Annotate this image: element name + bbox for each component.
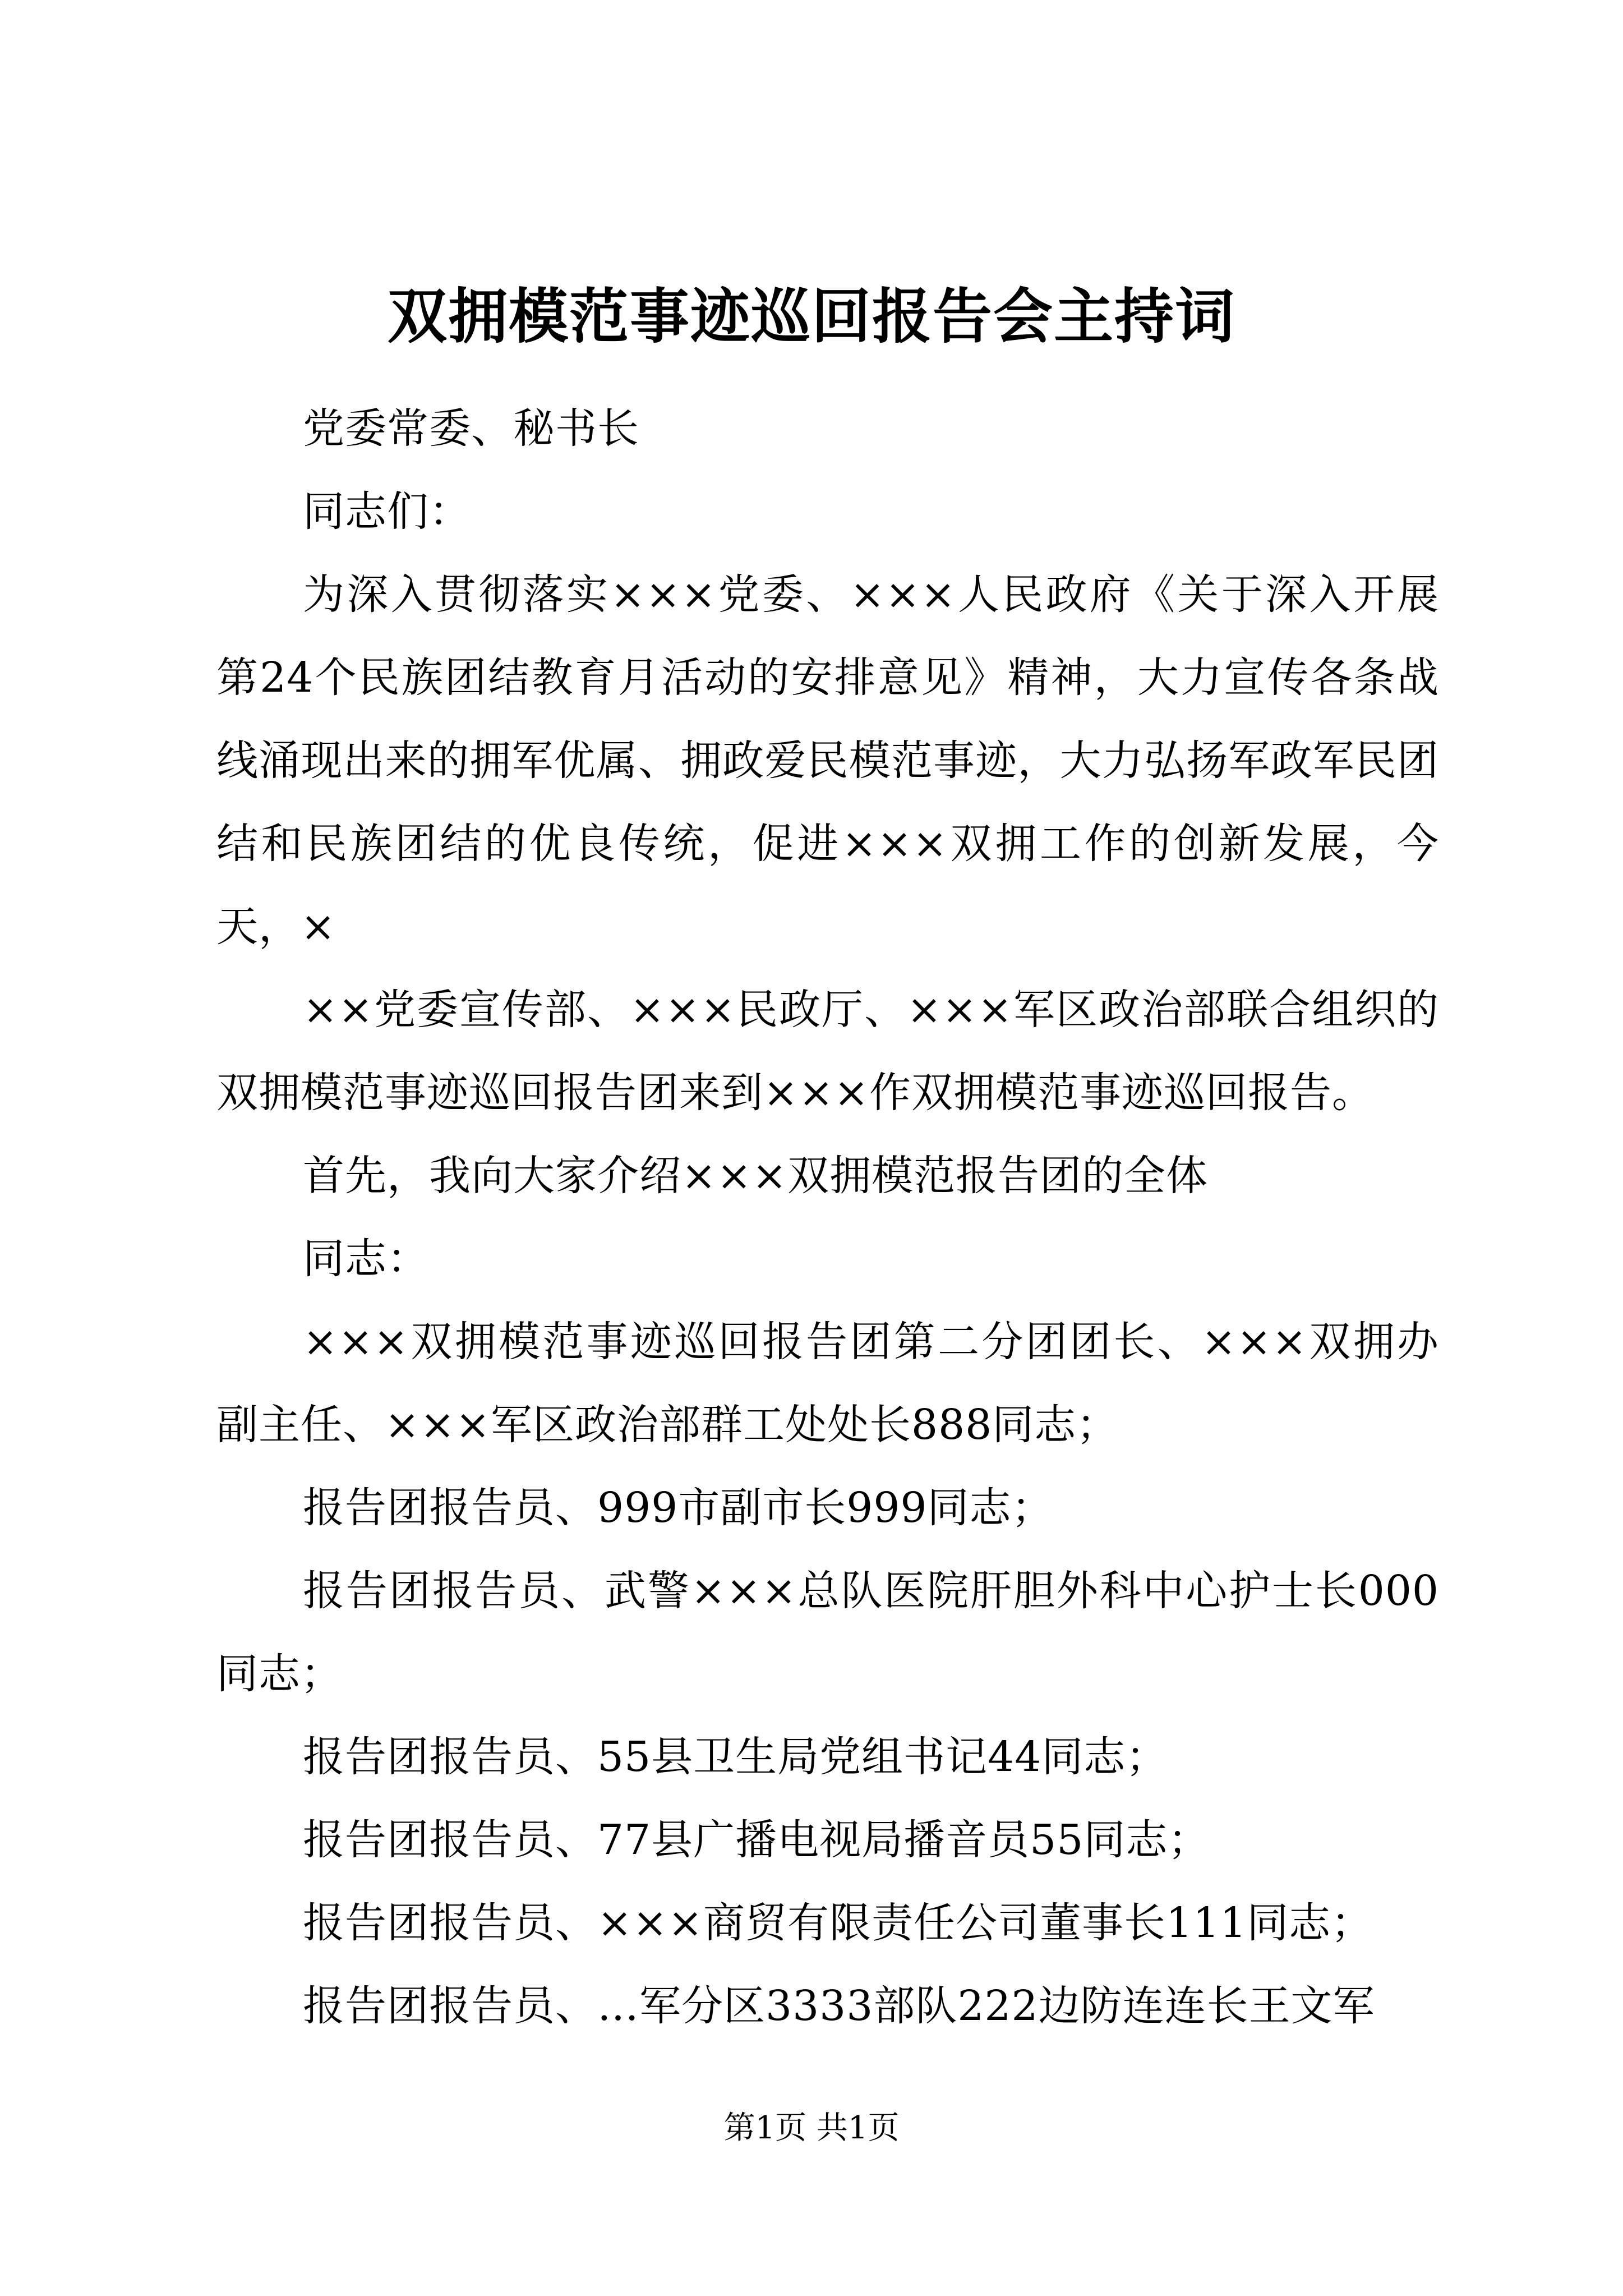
paragraph-6: 同志： xyxy=(303,1235,429,1283)
paragraph-12: 报告团报告员、×××商贸有限责任公司董事长111同志； xyxy=(303,1899,1373,1947)
paragraph-4: ××党委宣传部、×××民政厅、×××军区政治部联合组织的双拥模范事迹巡回报告团来到×××作双拥模范事迹巡回报告。 xyxy=(216,986,1439,1117)
paragraph-1: 党委常委、秘书长 xyxy=(303,404,639,453)
paragraph-2: 同志们： xyxy=(303,487,471,536)
page-footer: 第1页 共1页 xyxy=(723,2110,900,2146)
paragraph-11: 报告团报告员、77县广播电视局播音员55同志； xyxy=(303,1816,1210,1864)
paragraph-8: 报告团报告员、999市副市长999同志； xyxy=(303,1484,1054,1532)
paragraph-9: 报告团报告员、武警×××总队医院肝胆外科中心护士长000同志； xyxy=(216,1567,1439,1698)
paragraph-13: 报告团报告员、…军分区3333部队222边防连连长王文军 xyxy=(303,1982,1375,2030)
paragraph-3: 为深入贯彻落实×××党委、×××人民政府《关于深入开展第24个民族团结教育月活动的安排意见》精神，大力宣传各条战线涌现出来的拥军优属、拥政爱民模范事迹，大力弘扬军政军民团结和民族团结的优良传统，促进×××双拥工作的创新发展，今天，× xyxy=(216,570,1439,951)
document-body xyxy=(216,387,1439,2047)
paragraph-5: 首先，我向大家介绍×××双拥模范报告团的全体 xyxy=(303,1152,1209,1200)
document-title: 双拥模范事迹巡回报告会主持词 xyxy=(388,281,1235,351)
paragraph-7: ×××双拥模范事迹巡回报告团第二分团团长、×××双拥办副主任、×××军区政治部群工处处长888同志； xyxy=(216,1318,1439,1449)
paragraph-10: 报告团报告员、55县卫生局党组书记44同志； xyxy=(303,1733,1168,1781)
